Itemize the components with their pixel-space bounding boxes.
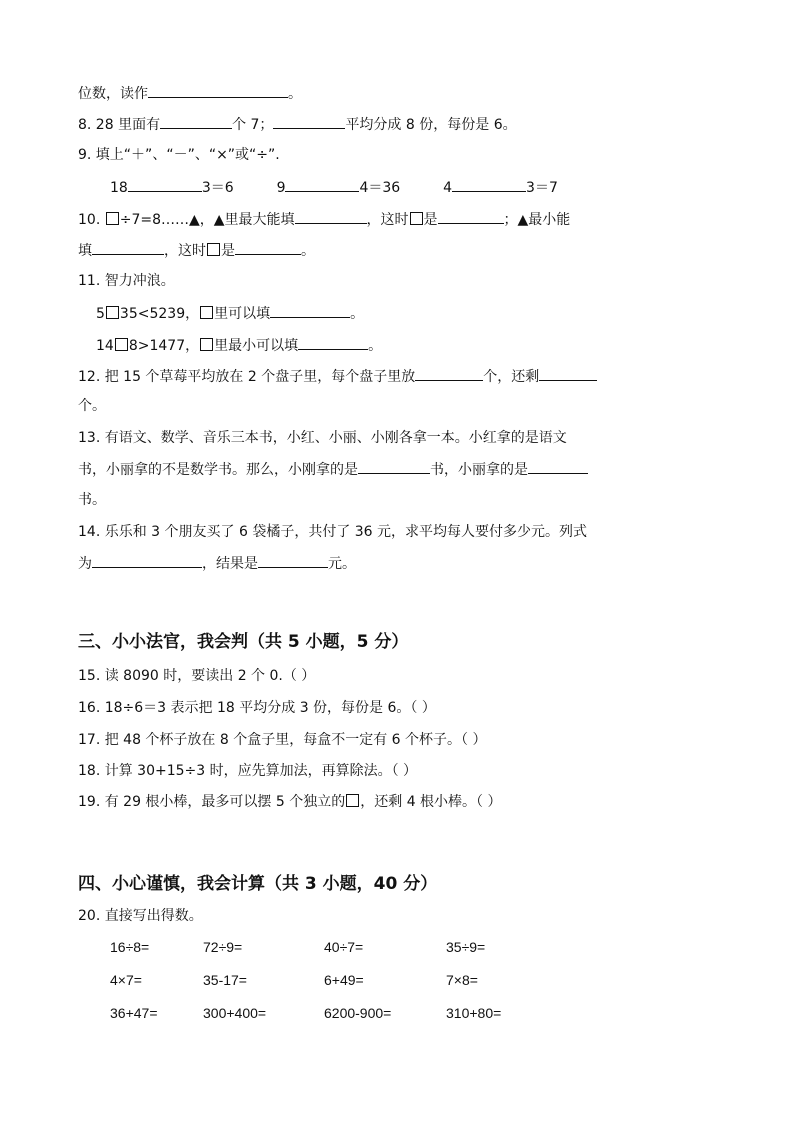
q10-blank-3[interactable]: [92, 240, 164, 255]
q7-tail-line: 位数，读作 。: [78, 83, 302, 104]
q15: 15. 读 8090 时，要读出 2 个 0.（ ）: [78, 668, 316, 684]
q12-line-1: 12. 把 15 个草莓平均放在 2 个盘子里，每个盘子里放 个，还剩: [78, 366, 597, 387]
q13-blank-2[interactable]: [528, 459, 588, 474]
q9-title: 9. 填上“＋”、“－”、“×”或“÷”.: [78, 147, 280, 163]
q14-line-1: 14. 乐乐和 3 个朋友买了 6 袋橘子，共付了 36 元，求平均每人要付多少元。列式: [78, 524, 588, 540]
calc-item: 4×7=: [110, 972, 142, 988]
calc-item: 35-17=: [203, 972, 247, 988]
q9-blank-2[interactable]: [285, 177, 359, 192]
q17: 17. 把 48 个杯子放在 8 个盒子里，每盒不一定有 6 个杯子。（ ）: [78, 732, 487, 748]
q14-line-2: 为 ，结果是 元。: [78, 553, 356, 574]
q12-blank-1[interactable]: [415, 366, 483, 381]
calc-item: 16÷8=: [110, 939, 150, 955]
square-box-icon: [207, 243, 220, 256]
calc-item: 310+80=: [446, 1005, 502, 1021]
calc-item: 40÷7=: [324, 939, 364, 955]
q19: 19. 有 29 根小棒，最多可以摆 5 个独立的 ，还剩 4 根小棒。（ ）: [78, 794, 502, 810]
calc-item: 7×8=: [446, 972, 478, 988]
q11-line-1: 5 35<5239， 里可以填 。: [96, 303, 364, 324]
q8-blank-1[interactable]: [160, 114, 232, 129]
q14-blank-2[interactable]: [258, 553, 328, 568]
q10-blank-2[interactable]: [438, 209, 504, 224]
calc-item: 6+49=: [324, 972, 364, 988]
q10-line-1: 10. ÷7=8……▲，▲里最大能填 ，这时 是 ；▲最小能: [78, 209, 570, 230]
q9-expressions: 18 3＝6 9 4＝36 4 3＝7: [110, 177, 558, 198]
calc-item: 6200-900=: [324, 1005, 392, 1021]
q16: 16. 18÷6＝3 表示把 18 平均分成 3 份，每份是 6。（ ）: [78, 700, 436, 716]
q18: 18. 计算 30+15÷3 时，应先算加法，再算除法。（ ）: [78, 763, 418, 779]
q13-blank-1[interactable]: [358, 459, 430, 474]
calc-item: 36+47=: [110, 1005, 158, 1021]
q13-line-1: 13. 有语文、数学、音乐三本书，小红、小丽、小刚各拿一本。小红拿的是语文: [78, 430, 567, 446]
q9-blank-3[interactable]: [452, 177, 526, 192]
q11-blank-2[interactable]: [298, 335, 368, 350]
q8-blank-2[interactable]: [273, 114, 345, 129]
square-box-icon: [106, 306, 119, 319]
q20-title: 20. 直接写出得数。: [78, 908, 203, 924]
calc-item: 72÷9=: [203, 939, 243, 955]
section-4-heading: 四、小心谨慎，我会计算（共 3 小题，40 分）: [78, 874, 438, 894]
q13-line-3: 书。: [78, 492, 106, 508]
q10-blank-1[interactable]: [295, 209, 367, 224]
square-box-icon: [200, 338, 213, 351]
q7-text: 位数，读作: [78, 86, 148, 102]
q7-blank[interactable]: [148, 83, 288, 98]
square-box-icon: [346, 794, 359, 807]
square-box-icon: [115, 338, 128, 351]
q11-line-2: 14 8>1477， 里最小可以填 。: [96, 335, 382, 356]
calc-item: 35÷9=: [446, 939, 486, 955]
q14-blank-1[interactable]: [92, 553, 202, 568]
square-box-icon: [200, 306, 213, 319]
q8-line: 8. 28 里面有 个 7； 平均分成 8 份，每份是 6。: [78, 114, 517, 135]
q9-blank-1[interactable]: [128, 177, 202, 192]
q10-blank-4[interactable]: [235, 240, 301, 255]
q10-line-2: 填 ，这时 是 。: [78, 240, 315, 261]
q11-title: 11. 智力冲浪。: [78, 273, 175, 289]
q12-blank-2[interactable]: [539, 366, 597, 381]
q12-line-2: 个。: [78, 398, 106, 414]
q13-line-2: 书，小丽拿的不是数学书。那么，小刚拿的是 书，小丽拿的是: [78, 459, 588, 480]
q11-blank-1[interactable]: [270, 303, 350, 318]
square-box-icon: [410, 212, 423, 225]
section-3-heading: 三、小小法官，我会判（共 5 小题，5 分）: [78, 632, 409, 652]
calc-item: 300+400=: [203, 1005, 267, 1021]
square-box-icon: [106, 212, 119, 225]
